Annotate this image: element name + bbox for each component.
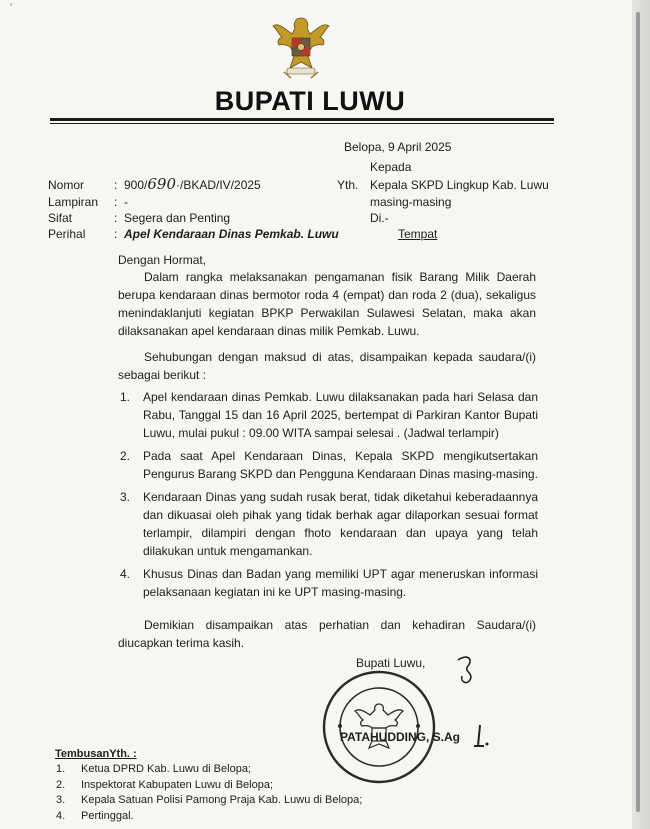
list-number: 3. (120, 490, 131, 504)
signature-scribble-icon (448, 652, 488, 688)
list-item (118, 388, 538, 442)
recipient-line-2: masing-masing (370, 195, 452, 209)
header-rule-thin (50, 123, 554, 124)
kepada-label: Kepada (370, 160, 412, 174)
lampiran-value: - (124, 195, 128, 209)
paragraph-intro: Dalam rangka melaksanakan pengamanan fisik Barang Milik Daerah berupa kendaraan dinas bermotor roda 4 (empat) dan roda 2 (dua), sekaligus menindaklanjuti kegiatan BPKP Perwakilan Sulawesi Selatan, maka akan dilaksanakan apel kendaraan dinas milik Pemkab. Luwu. (118, 270, 536, 338)
tembusan-list (56, 762, 362, 824)
lampiran-colon: : (114, 195, 118, 209)
recipient-line-1: Kepala SKPD Lingkup Kab. Luwu (370, 178, 549, 192)
lampiran-label: Lampiran (48, 195, 99, 209)
list-number: 2. (120, 449, 131, 463)
sifat-colon: : (114, 211, 118, 225)
signatory-name: PATAHUDDING, S.Ag (340, 730, 460, 744)
paragraph-sehubungan: Sehubungan dengan maksud di atas, disampaikan kepada saudara/(i) sebagai berikut : (118, 350, 536, 382)
scan-mark: ' (10, 2, 13, 14)
scrollbar-thumb[interactable] (636, 12, 640, 812)
sifat-label: Sifat (48, 211, 73, 225)
scroll-edge (632, 0, 650, 829)
paragraph-closing: Demikian disampaikan atas perhatian dan kehadiran Saudara/(i) diucapkan terima kasih. (118, 618, 536, 650)
list-text: Khusus Dinas dan Badan yang memiliki UPT agar meneruskan informasi pelaksanaan kegiatan ini ke UPT masing-masing. (143, 567, 538, 599)
header-rule-thick (50, 118, 554, 121)
tembusan-item: 2. Inspektorat Kabupaten Luwu di Belopa; (56, 778, 274, 791)
tembusan-item: 4. Pertinggal. (56, 809, 134, 822)
signatory-title: Bupati Luwu, (356, 656, 426, 670)
list-number: 4. (120, 567, 131, 581)
list-text: Pada saat Apel Kendaraan Dinas, Kepala SKPD mengikutsertakan Pengurus Barang SKPD dan Pengguna Kendaraan Dinas masing-masing. (143, 449, 538, 481)
nomor-handwritten: 690 (147, 175, 176, 193)
perihal-label: Perihal (48, 227, 86, 241)
list-item (118, 488, 538, 560)
tembusan-item: 1. Ketua DPRD Kab. Luwu di Belopa; (56, 763, 251, 775)
list-number: 1. (120, 390, 131, 404)
salutation: Dengan Hormat, (118, 253, 207, 267)
initial-mark-icon (468, 722, 492, 750)
nomor-label: Nomor (48, 178, 85, 192)
tembusan-title: TembusanYth. : (55, 748, 137, 760)
garuda-emblem-icon (270, 12, 332, 80)
list-item (118, 447, 538, 483)
letter-title: BUPATI LUWU (214, 86, 406, 116)
sifat-value: Segera dan Penting (124, 211, 231, 225)
nomor-colon: : (114, 178, 118, 192)
place-date: Belopa, 9 April 2025 (344, 140, 452, 154)
instruction-list (118, 388, 538, 601)
perihal-colon: : (114, 227, 118, 241)
tembusan-item: 3. Kepala Satuan Polisi Pamong Praja Kab. Luwu di Belopa; (56, 794, 363, 806)
recipient-line-3: Di.- (370, 211, 389, 225)
list-item (118, 565, 538, 601)
yth-label: Yth. (337, 178, 359, 192)
tempat-label: Tempat (398, 227, 438, 241)
list-text: Kendaraan Dinas yang sudah rusak berat, tidak diketahui keberadaannya dan dikuasai oleh pihak yang tidak berhak agar dilaporkan sesuai format terlampir, dilampiri dengan fhoto kendaraan dan upaya yang telah dilakukan untuk mengamankan. (143, 490, 538, 558)
nomor-value: 900/690·/BKAD/IV/2025 (124, 175, 261, 193)
perihal-value: Apel Kendaraan Dinas Pemkab. Luwu (124, 227, 339, 241)
list-text: Apel kendaraan dinas Pemkab. Luwu dilaksanakan pada hari Selasa dan Rabu, Tanggal 15 dan 16 April 2025, bertempat di Parkiran Kantor Bupati Luwu, mulai pukul : 09.00 WITA sampai selesai . (Jadwal terlampir) (143, 390, 538, 440)
